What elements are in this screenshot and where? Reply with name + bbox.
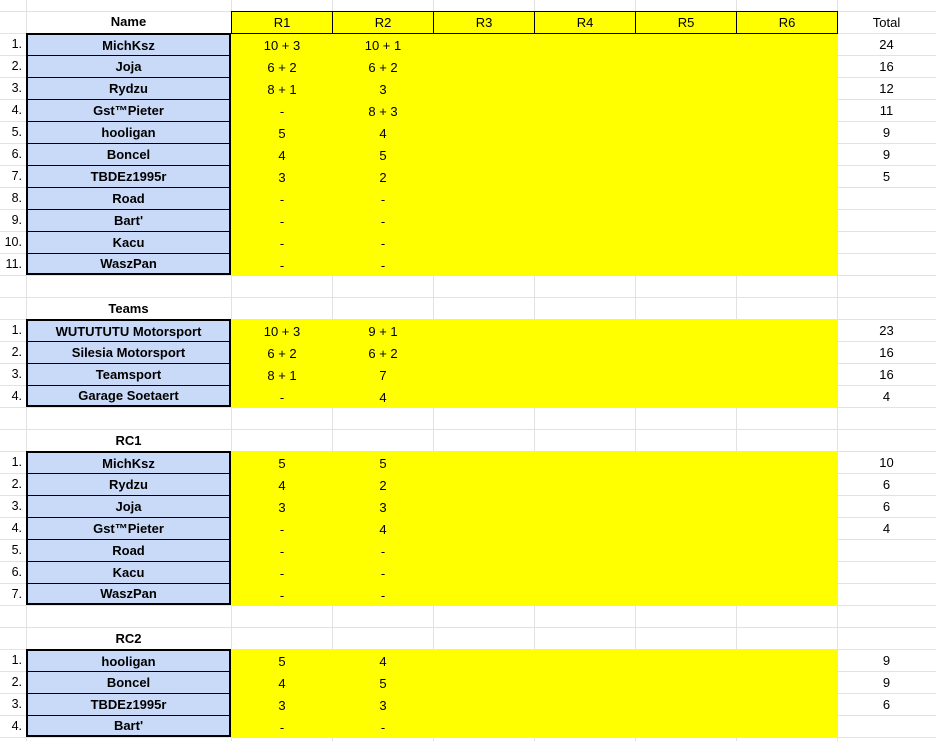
round-cell-r2[interactable]: 9 + 1	[332, 320, 434, 342]
round-cell-r4[interactable]	[534, 540, 636, 562]
round-cell-r1[interactable]: -	[231, 716, 333, 738]
round-cell-r2[interactable]: -	[332, 540, 434, 562]
row-position: 5.	[11, 543, 22, 557]
round-cell-r1[interactable]: -	[231, 386, 333, 408]
round-cell-r3[interactable]	[433, 320, 535, 342]
round-cell-r3[interactable]	[433, 694, 535, 716]
row-position: 4.	[11, 521, 22, 535]
round-cell-r3[interactable]	[433, 540, 535, 562]
round-cell-r5[interactable]	[635, 144, 737, 166]
total-cell[interactable]: 5	[882, 168, 891, 184]
round-cell-r2[interactable]: 2	[332, 474, 434, 496]
round-cell-r5[interactable]	[635, 342, 737, 364]
row-position: 1.	[11, 653, 22, 667]
driver-name-cell[interactable]: TBDEz1995r	[26, 165, 231, 188]
round-header-r5[interactable]: R5	[635, 11, 737, 34]
round-cell-r5[interactable]	[635, 474, 737, 496]
driver-name-cell[interactable]: Bart'	[26, 209, 231, 232]
round-cell-r3[interactable]	[433, 584, 535, 606]
round-cell-r2[interactable]: 6 + 2	[332, 342, 434, 364]
round-cell-r1[interactable]: -	[231, 584, 333, 606]
round-cell-r6[interactable]	[736, 144, 837, 166]
round-cell-r3[interactable]	[433, 232, 535, 254]
driver-name-cell[interactable]: Rydzu	[26, 77, 231, 100]
driver-name-cell[interactable]: Gst™Pieter	[26, 99, 231, 122]
round-cell-r6[interactable]	[736, 56, 837, 78]
total-cell[interactable]: 6	[882, 696, 891, 712]
total-cell[interactable]	[837, 253, 936, 275]
round-cell-r6[interactable]	[736, 386, 837, 408]
round-header-r6[interactable]: R6	[736, 11, 838, 34]
driver-name-cell[interactable]: Rydzu	[26, 473, 231, 496]
total-cell[interactable]: 16	[879, 366, 894, 382]
round-cell-r3[interactable]	[433, 518, 535, 540]
round-cell-r3[interactable]	[433, 56, 535, 78]
row-position: 1.	[11, 323, 22, 337]
round-cell-r3[interactable]	[433, 254, 535, 276]
row-position: 2.	[11, 345, 22, 359]
round-cell-r1[interactable]: -	[231, 518, 333, 540]
round-cell-r5[interactable]	[635, 584, 737, 606]
round-cell-r3[interactable]	[433, 562, 535, 584]
driver-name-cell[interactable]: Silesia Motorsport	[26, 341, 231, 364]
round-cell-r6[interactable]	[736, 210, 837, 232]
round-cell-r6[interactable]	[736, 254, 837, 276]
row-position: 8.	[11, 191, 22, 205]
round-cell-r4[interactable]	[534, 716, 636, 738]
round-cell-r6[interactable]	[736, 518, 837, 540]
driver-name-cell[interactable]: Boncel	[26, 671, 231, 694]
round-cell-r2[interactable]: 3	[332, 496, 434, 518]
round-cell-r5[interactable]	[635, 122, 737, 144]
round-cell-r1[interactable]: 4	[231, 144, 333, 166]
round-cell-r6[interactable]	[736, 364, 837, 386]
driver-name-cell[interactable]: Road	[26, 187, 231, 210]
round-cell-r4[interactable]	[534, 584, 636, 606]
total-cell[interactable]	[837, 187, 936, 209]
round-cell-r4[interactable]	[534, 342, 636, 364]
round-cell-r3[interactable]	[433, 144, 535, 166]
round-cell-r5[interactable]	[635, 34, 737, 56]
round-cell-r1[interactable]: -	[231, 562, 333, 584]
driver-name-cell[interactable]: Bart'	[26, 715, 231, 737]
round-cell-r5[interactable]	[635, 100, 737, 122]
row-position: 3.	[11, 697, 22, 711]
name-column-header: Name	[110, 13, 147, 29]
total-cell[interactable]: 6	[882, 476, 891, 492]
round-cell-r5[interactable]	[635, 364, 737, 386]
round-cell-r4[interactable]	[534, 232, 636, 254]
round-cell-r5[interactable]	[635, 386, 737, 408]
round-cell-r1[interactable]: -	[231, 540, 333, 562]
round-cell-r6[interactable]	[736, 562, 837, 584]
round-cell-r3[interactable]	[433, 100, 535, 122]
driver-name-cell[interactable]: Kacu	[26, 231, 231, 254]
round-cell-r2[interactable]: 4	[332, 122, 434, 144]
total-cell[interactable]	[837, 231, 936, 253]
round-cell-r6[interactable]	[736, 584, 837, 606]
round-cell-r4[interactable]	[534, 518, 636, 540]
round-cell-r6[interactable]	[736, 650, 837, 672]
round-cell-r4[interactable]	[534, 694, 636, 716]
round-cell-r3[interactable]	[433, 188, 535, 210]
total-cell[interactable]: 9	[882, 652, 891, 668]
driver-name-cell[interactable]: WaszPan	[26, 253, 231, 275]
round-cell-r1[interactable]: 4	[231, 672, 333, 694]
driver-name-cell[interactable]: Joja	[26, 55, 231, 78]
round-cell-r1[interactable]: -	[231, 232, 333, 254]
round-cell-r3[interactable]	[433, 650, 535, 672]
round-cell-r4[interactable]	[534, 78, 636, 100]
row-position: 10.	[4, 235, 22, 249]
driver-name-cell[interactable]: Gst™Pieter	[26, 517, 231, 540]
round-cell-r5[interactable]	[635, 518, 737, 540]
round-cell-r1[interactable]: 3	[231, 166, 333, 188]
round-cell-r2[interactable]: 3	[332, 78, 434, 100]
round-cell-r6[interactable]	[736, 78, 837, 100]
total-cell[interactable]	[837, 539, 936, 561]
driver-name-cell[interactable]: MichKsz	[26, 33, 231, 56]
round-cell-r5[interactable]	[635, 716, 737, 738]
total-cell[interactable]: 24	[879, 36, 894, 52]
round-cell-r6[interactable]	[736, 452, 837, 474]
round-cell-r3[interactable]	[433, 452, 535, 474]
round-cell-r5[interactable]	[635, 188, 737, 210]
round-cell-r4[interactable]	[534, 122, 636, 144]
driver-name-cell[interactable]: WUTUTUTU Motorsport	[26, 319, 231, 342]
round-cell-r2[interactable]: -	[332, 232, 434, 254]
round-cell-r2[interactable]: 10 + 1	[332, 34, 434, 56]
total-cell[interactable]	[837, 583, 936, 605]
round-cell-r4[interactable]	[534, 166, 636, 188]
round-cell-r3[interactable]	[433, 210, 535, 232]
round-cell-r6[interactable]	[736, 496, 837, 518]
round-cell-r3[interactable]	[433, 386, 535, 408]
round-cell-r6[interactable]	[736, 342, 837, 364]
round-cell-r5[interactable]	[635, 540, 737, 562]
row-position: 4.	[11, 103, 22, 117]
round-cell-r3[interactable]	[433, 34, 535, 56]
round-cell-r6[interactable]	[736, 672, 837, 694]
round-cell-r3[interactable]	[433, 78, 535, 100]
round-cell-r5[interactable]	[635, 650, 737, 672]
row-position: 4.	[11, 719, 22, 733]
round-header-r1[interactable]: R1	[231, 11, 333, 34]
total-cell[interactable]	[837, 209, 936, 231]
round-cell-r1[interactable]: -	[231, 100, 333, 122]
round-cell-r6[interactable]	[736, 34, 837, 56]
round-cell-r1[interactable]: 8 + 1	[231, 364, 333, 386]
round-cell-r6[interactable]	[736, 716, 837, 738]
round-cell-r2[interactable]: 6 + 2	[332, 56, 434, 78]
round-cell-r1[interactable]: 5	[231, 122, 333, 144]
round-cell-r2[interactable]: -	[332, 188, 434, 210]
round-cell-r6[interactable]	[736, 122, 837, 144]
round-cell-r5[interactable]	[635, 320, 737, 342]
round-cell-r2[interactable]: 4	[332, 386, 434, 408]
driver-name-cell[interactable]: WaszPan	[26, 583, 231, 605]
section-title-teams: Teams	[108, 300, 149, 316]
total-cell[interactable]: 16	[879, 58, 894, 74]
row-position: 6.	[11, 565, 22, 579]
round-cell-r1[interactable]: -	[231, 210, 333, 232]
row-position: 11.	[5, 257, 22, 271]
driver-name-cell[interactable]: Joja	[26, 495, 231, 518]
round-cell-r5[interactable]	[635, 232, 737, 254]
round-cell-r4[interactable]	[534, 320, 636, 342]
row-position: 7.	[11, 587, 22, 601]
total-cell[interactable]: 4	[882, 520, 891, 536]
round-cell-r6[interactable]	[736, 540, 837, 562]
round-header-r4[interactable]: R4	[534, 11, 636, 34]
total-cell[interactable]: 16	[879, 344, 894, 360]
round-cell-r3[interactable]	[433, 496, 535, 518]
round-cell-r1[interactable]: 6 + 2	[231, 342, 333, 364]
round-cell-r2[interactable]: 2	[332, 166, 434, 188]
driver-name-cell[interactable]: Road	[26, 539, 231, 562]
round-cell-r4[interactable]	[534, 650, 636, 672]
total-cell[interactable]: 9	[882, 674, 891, 690]
round-cell-r6[interactable]	[736, 166, 837, 188]
round-cell-r1[interactable]: 5	[231, 650, 333, 672]
total-cell[interactable]: 12	[879, 80, 894, 96]
total-cell[interactable]: 10	[879, 454, 894, 470]
round-cell-r5[interactable]	[635, 694, 737, 716]
round-cell-r2[interactable]: 8 + 3	[332, 100, 434, 122]
total-cell[interactable]: 11	[879, 102, 894, 118]
round-cell-r6[interactable]	[736, 320, 837, 342]
round-cell-r2[interactable]: 4	[332, 518, 434, 540]
round-cell-r5[interactable]	[635, 452, 737, 474]
round-cell-r2[interactable]: 5	[332, 144, 434, 166]
round-cell-r4[interactable]	[534, 188, 636, 210]
round-cell-r3[interactable]	[433, 474, 535, 496]
round-cell-r5[interactable]	[635, 672, 737, 694]
round-cell-r4[interactable]	[534, 56, 636, 78]
round-cell-r1[interactable]: 4	[231, 474, 333, 496]
driver-name-cell[interactable]: Garage Soetaert	[26, 385, 231, 407]
total-cell[interactable]: 4	[882, 388, 891, 404]
round-cell-r1[interactable]: 10 + 3	[231, 34, 333, 56]
row-position: 9.	[11, 213, 22, 227]
driver-name-cell[interactable]: Kacu	[26, 561, 231, 584]
driver-name-cell[interactable]: Teamsport	[26, 363, 231, 386]
driver-name-cell[interactable]: hooligan	[26, 121, 231, 144]
round-cell-r4[interactable]	[534, 364, 636, 386]
driver-name-cell[interactable]: Boncel	[26, 143, 231, 166]
round-cell-r4[interactable]	[534, 496, 636, 518]
total-column-header: Total	[872, 14, 901, 30]
round-cell-r5[interactable]	[635, 56, 737, 78]
round-header-r3[interactable]: R3	[433, 11, 535, 34]
round-cell-r5[interactable]	[635, 166, 737, 188]
round-cell-r3[interactable]	[433, 672, 535, 694]
round-cell-r4[interactable]	[534, 474, 636, 496]
round-cell-r5[interactable]	[635, 562, 737, 584]
round-cell-r4[interactable]	[534, 100, 636, 122]
round-cell-r5[interactable]	[635, 254, 737, 276]
round-cell-r4[interactable]	[534, 34, 636, 56]
driver-name-cell[interactable]: hooligan	[26, 649, 231, 672]
round-cell-r4[interactable]	[534, 254, 636, 276]
round-cell-r5[interactable]	[635, 78, 737, 100]
round-cell-r4[interactable]	[534, 144, 636, 166]
round-cell-r3[interactable]	[433, 364, 535, 386]
round-cell-r3[interactable]	[433, 166, 535, 188]
round-cell-r1[interactable]: -	[231, 254, 333, 276]
round-cell-r6[interactable]	[736, 100, 837, 122]
round-cell-r1[interactable]: 5	[231, 452, 333, 474]
total-cell[interactable]: 9	[882, 146, 891, 162]
round-cell-r6[interactable]	[736, 188, 837, 210]
round-cell-r4[interactable]	[534, 210, 636, 232]
round-cell-r3[interactable]	[433, 122, 535, 144]
round-cell-r2[interactable]: -	[332, 584, 434, 606]
round-cell-r2[interactable]: -	[332, 562, 434, 584]
round-cell-r6[interactable]	[736, 232, 837, 254]
round-cell-r4[interactable]	[534, 672, 636, 694]
driver-name-cell[interactable]: MichKsz	[26, 451, 231, 474]
row-position: 7.	[11, 169, 22, 183]
row-position: 3.	[11, 81, 22, 95]
round-cell-r1[interactable]: 6 + 2	[231, 56, 333, 78]
total-cell[interactable]: 23	[879, 322, 894, 338]
section-title-rc1: RC1	[115, 432, 142, 448]
total-cell[interactable]: 6	[882, 498, 891, 514]
round-cell-r1[interactable]: 3	[231, 694, 333, 716]
round-cell-r4[interactable]	[534, 452, 636, 474]
round-cell-r3[interactable]	[433, 342, 535, 364]
round-header-r2[interactable]: R2	[332, 11, 434, 34]
row-position: 2.	[11, 59, 22, 73]
round-cell-r5[interactable]	[635, 496, 737, 518]
round-cell-r2[interactable]: 7	[332, 364, 434, 386]
round-cell-r1[interactable]: -	[231, 188, 333, 210]
row-position: 4.	[11, 389, 22, 403]
driver-name-cell[interactable]: TBDEz1995r	[26, 693, 231, 716]
round-cell-r4[interactable]	[534, 562, 636, 584]
row-position: 3.	[11, 367, 22, 381]
round-cell-r2[interactable]: -	[332, 210, 434, 232]
round-cell-r2[interactable]: -	[332, 254, 434, 276]
row-position: 6.	[11, 147, 22, 161]
round-cell-r1[interactable]: 3	[231, 496, 333, 518]
row-position: 1.	[11, 455, 22, 469]
total-cell[interactable]: 9	[882, 124, 891, 140]
round-cell-r6[interactable]	[736, 694, 837, 716]
round-cell-r2[interactable]: 4	[332, 650, 434, 672]
round-cell-r3[interactable]	[433, 716, 535, 738]
round-cell-r1[interactable]: 8 + 1	[231, 78, 333, 100]
total-cell[interactable]	[837, 715, 936, 737]
round-cell-r6[interactable]	[736, 474, 837, 496]
round-cell-r2[interactable]: 5	[332, 672, 434, 694]
round-cell-r4[interactable]	[534, 386, 636, 408]
round-cell-r1[interactable]: 10 + 3	[231, 320, 333, 342]
total-cell[interactable]	[837, 561, 936, 583]
row-position: 2.	[11, 675, 22, 689]
row-position: 2.	[11, 477, 22, 491]
round-cell-r5[interactable]	[635, 210, 737, 232]
round-cell-r2[interactable]: -	[332, 716, 434, 738]
section-title-rc2: RC2	[115, 630, 142, 646]
row-position: 5.	[11, 125, 22, 139]
round-cell-r2[interactable]: 5	[332, 452, 434, 474]
round-cell-r2[interactable]: 3	[332, 694, 434, 716]
row-position: 1.	[11, 37, 22, 51]
row-position: 3.	[11, 499, 22, 513]
